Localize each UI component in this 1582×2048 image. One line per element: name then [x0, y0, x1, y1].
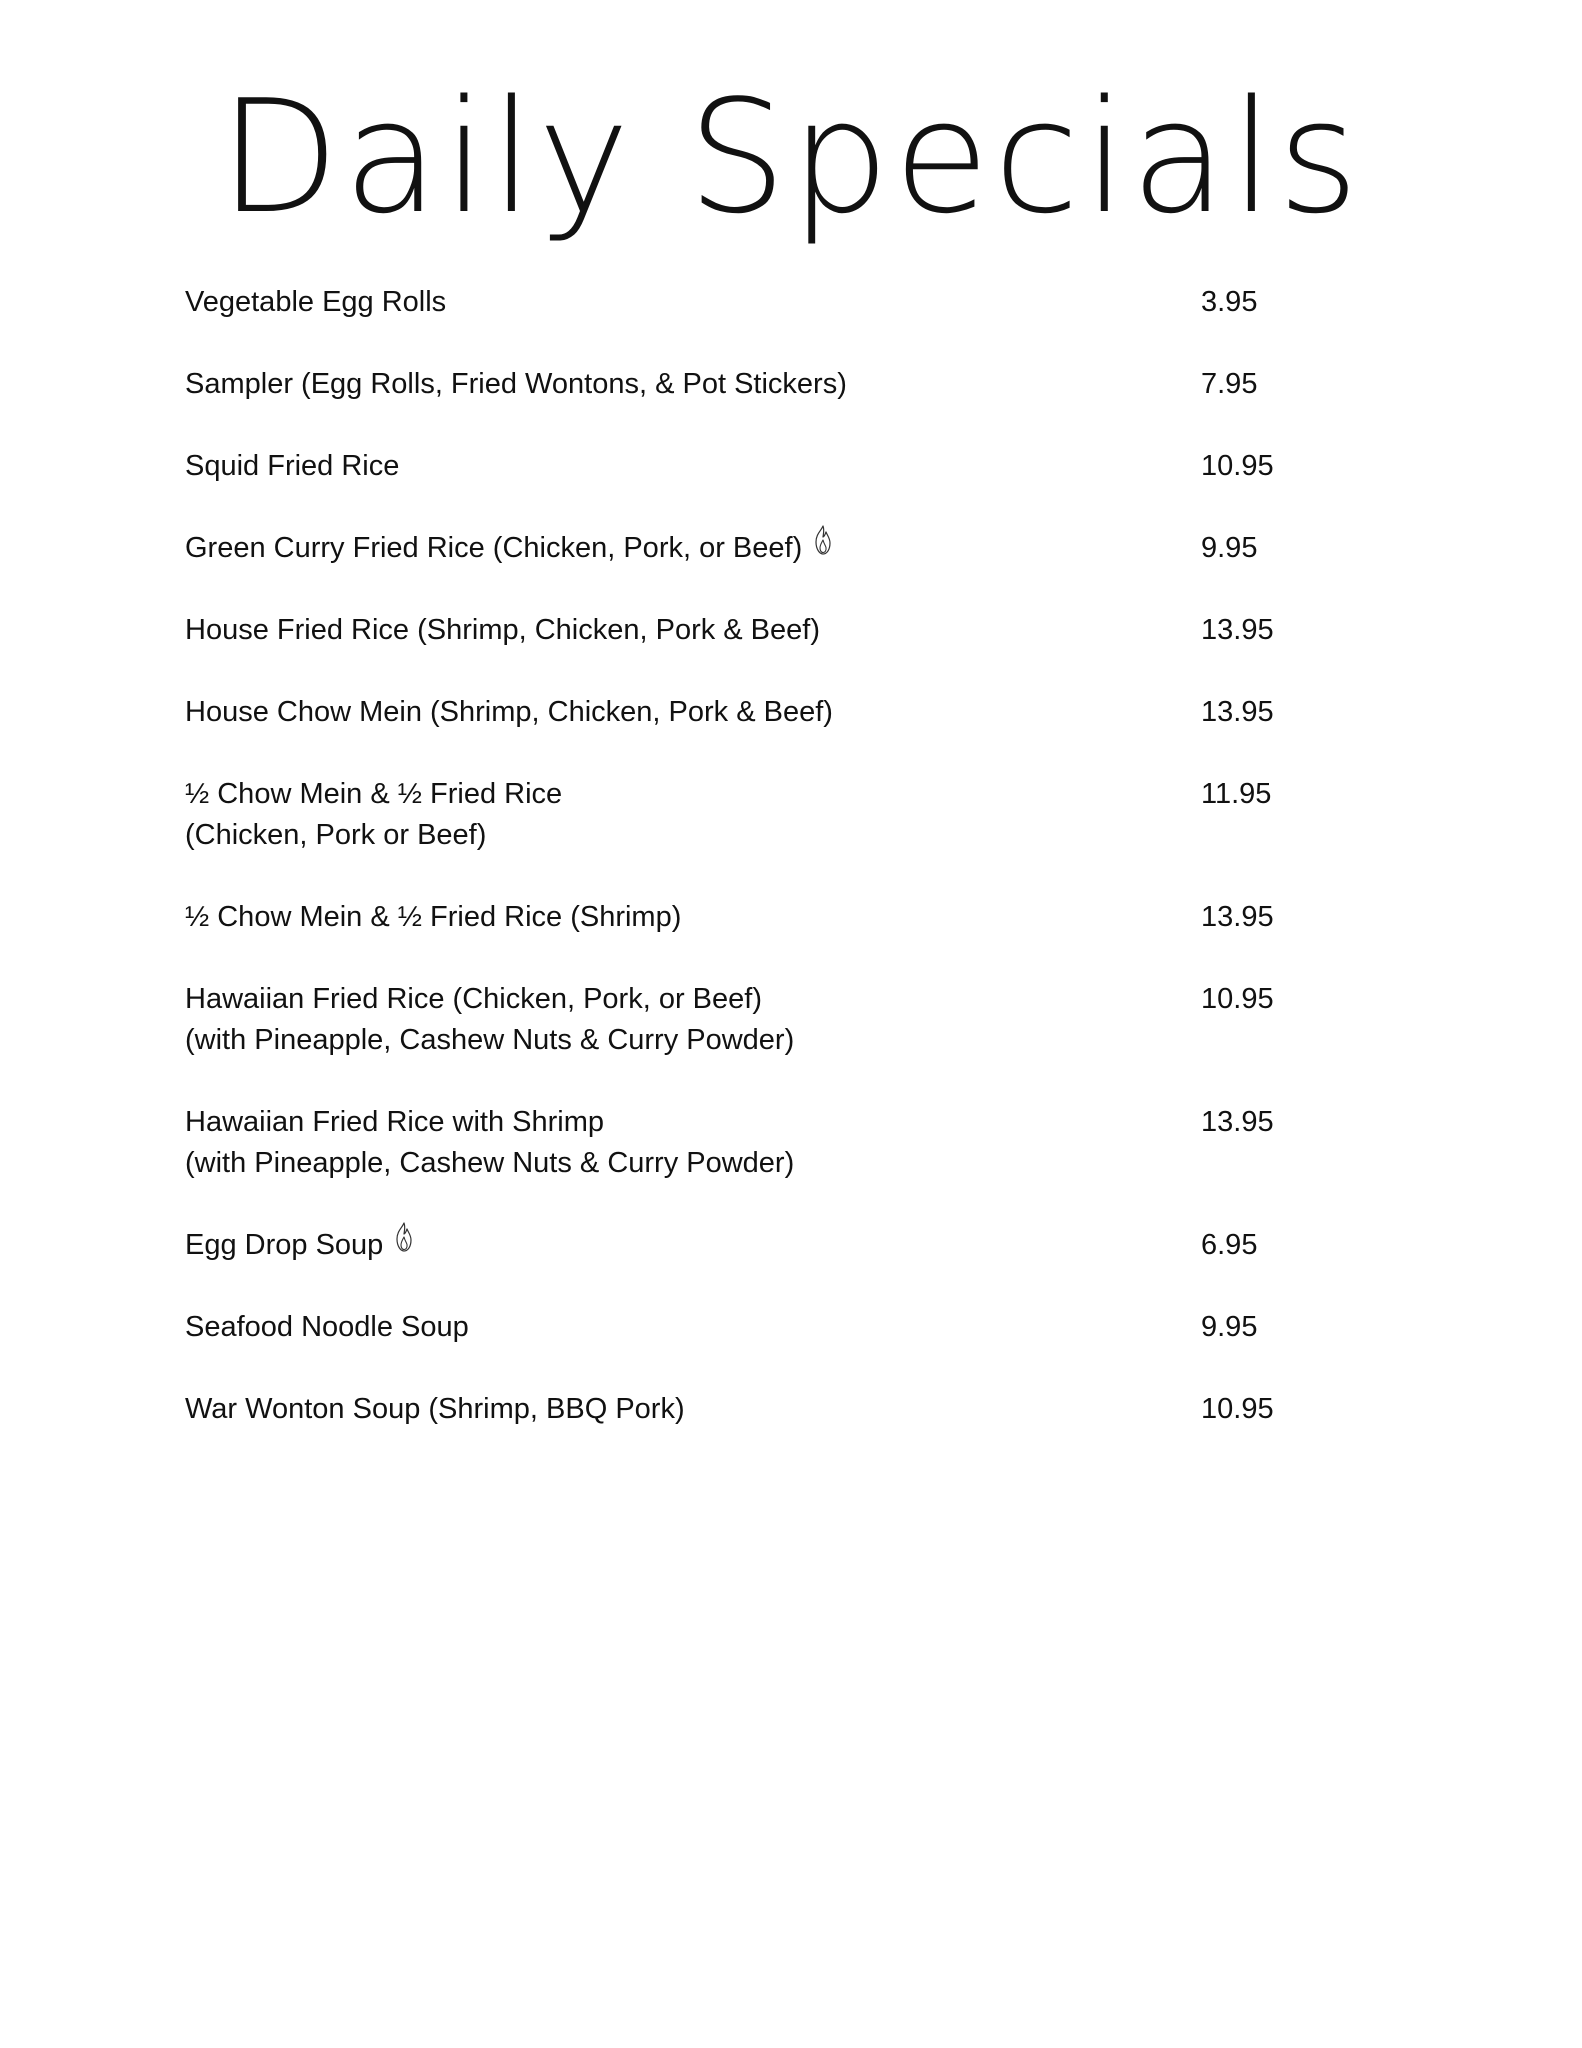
menu-item-price: 13.95 — [1201, 901, 1274, 933]
menu-item — [185, 446, 1335, 487]
menu-item-description — [185, 610, 1165, 651]
menu-item-description — [185, 1102, 1165, 1184]
menu-item-description — [185, 897, 1165, 938]
flame-icon — [812, 524, 834, 558]
menu-item-name: War Wonton Soup (Shrimp, BBQ Pork) — [185, 1393, 685, 1425]
menu-item-name: Vegetable Egg Rolls — [185, 286, 447, 318]
menu-item-price: 13.95 — [1201, 614, 1274, 646]
menu-item-name: Hawaiian Fried Rice (Chicken, Pork, or Beef) — [185, 983, 762, 1015]
menu-item-description — [185, 1225, 1165, 1266]
menu-item — [185, 528, 1335, 569]
menu-item — [185, 282, 1335, 323]
menu-item-description — [185, 282, 1165, 323]
menu-item-name: Egg Drop Soup — [185, 1225, 1165, 1266]
menu-item-description — [185, 979, 1165, 1061]
menu-item — [185, 1307, 1335, 1348]
menu-item-detail: (with Pineapple, Cashew Nuts & Curry Powder) — [185, 1024, 795, 1056]
menu-item-description — [185, 774, 1165, 856]
menu-item-name: Sampler (Egg Rolls, Fried Wontons, & Pot Stickers) — [185, 368, 847, 400]
menu-item-price: 10.95 — [1201, 1393, 1274, 1425]
menu-item-name: ½ Chow Mein & ½ Fried Rice — [185, 778, 563, 810]
menu-item-name: Hawaiian Fried Rice with Shrimp — [185, 1106, 605, 1138]
menu-item-name: ½ Chow Mein & ½ Fried Rice (Shrimp) — [185, 901, 682, 933]
menu-item-price: 9.95 — [1201, 532, 1258, 564]
menu-item-name: Seafood Noodle Soup — [185, 1311, 469, 1343]
menu-item — [185, 1389, 1335, 1430]
menu-item-description — [185, 1307, 1165, 1348]
menu-item-name: Squid Fried Rice — [185, 450, 400, 482]
menu-item-price: 10.95 — [1201, 450, 1274, 482]
menu-item-description — [185, 1389, 1165, 1430]
menu-item — [185, 1102, 1335, 1184]
menu-item-detail: (with Pineapple, Cashew Nuts & Curry Powder) — [185, 1147, 795, 1179]
menu-item-name: House Fried Rice (Shrimp, Chicken, Pork & Beef) — [185, 614, 820, 646]
menu-item-description — [185, 364, 1165, 405]
menu-item-price: 7.95 — [1201, 368, 1258, 400]
menu-item-description — [185, 692, 1165, 733]
menu-item — [185, 610, 1335, 651]
menu-item-detail: (Chicken, Pork or Beef) — [185, 819, 487, 851]
menu-item — [185, 979, 1335, 1061]
menu-item-price: 11.95 — [1201, 778, 1272, 810]
page-title: Daily Specials — [219, 66, 1363, 248]
flame-icon — [393, 1221, 415, 1255]
menu-item-price: 13.95 — [1201, 1106, 1274, 1138]
menu-item-price: 13.95 — [1201, 696, 1274, 728]
menu-item-name: Green Curry Fried Rice (Chicken, Pork, or Beef) — [185, 528, 1165, 569]
menu-item — [185, 692, 1335, 733]
menu-item — [185, 774, 1335, 856]
menu-item-name: House Chow Mein (Shrimp, Chicken, Pork & Beef) — [185, 696, 833, 728]
menu-item — [185, 897, 1335, 938]
specials-list — [185, 282, 1335, 1471]
menu-item-price: 10.95 — [1201, 983, 1274, 1015]
menu-item-price: 3.95 — [1201, 286, 1258, 318]
menu-item-price: 9.95 — [1201, 1311, 1258, 1343]
menu-item — [185, 1225, 1335, 1266]
menu-item-description — [185, 446, 1165, 487]
menu-item-price: 6.95 — [1201, 1229, 1258, 1261]
menu-item — [185, 364, 1335, 405]
menu-item-description — [185, 528, 1165, 569]
